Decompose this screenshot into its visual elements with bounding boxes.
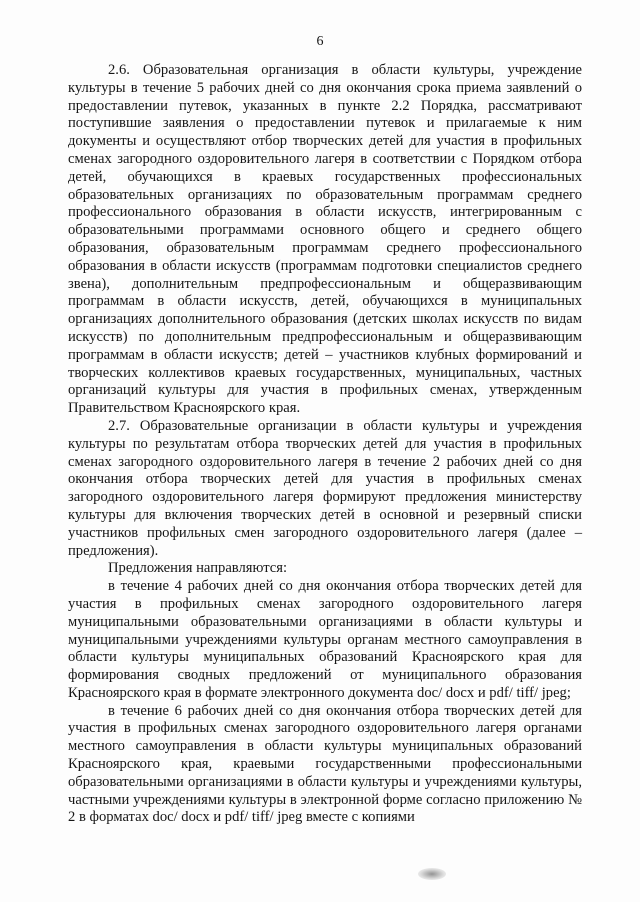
paragraph-2-7: 2.7. Образовательные организации в области культуры и учреждения культуры по результатам отбора творческих детей для участия в профильных сменах загородного оздоровительного лагеря в течение 2 рабочих дней со дня окончания отбора творческих детей для участия в профильных сменах загородного оздоровительного лагеря формируют предложения министерству культуры для включения творческих детей в основной и резервный списки участников профильных смен загородного оздоровительного лагеря (далее – предложения). bbox=[68, 417, 582, 559]
document-body bbox=[68, 62, 582, 827]
scan-smudge bbox=[418, 868, 446, 880]
paragraph-4-days: в течение 4 рабочих дней со дня окончания отбора творческих детей для участия в профильных сменах загородного оздоровительного лагеря муниципальными образовательными организациями в области культуры и муниципальными учреждениями культуры органам местного самоуправления в области культуры муниципальных образований Красноярского края для формирования сводных предложений от муниципального образования Красноярского края в формате электронного документа doc/ docx и pdf/ tiff/ jpeg; bbox=[68, 578, 582, 701]
paragraph-proposals-intro: Предложения направляются: bbox=[108, 560, 287, 577]
page-number: 6 bbox=[316, 34, 324, 49]
paragraph-2-6: 2.6. Образовательная организация в области культуры, учреждение культуры в течение 5 рабочих дней со дня окончания срока приема заявлений о предоставлении путевок, указанных в пункте 2.2 Порядка, рассматривают поступившие заявления о предоставлении путевок и прилагаемые к ним документы и осуществляют отбор творческих детей для участия в профильных сменах загородного оздоровительного лагеря в соответствии с Порядком отбора детей, обучающихся в краевых государственных профессиональных образовательных организациях по образовательным программам среднего профессионального образования в области искусств, интегрированным с образовательными программами основного общего и среднего общего образования, образовательным программам среднего профессионального образования в области искусств (программам подготовки специалистов среднего звена), дополнительным предпрофессиональным и общеразвивающим программам в области искусств, детей, обучающихся в муниципальных организациях дополнительного образования (детских школах искусств по видам искусств) по дополнительным предпрофессиональным и общеразвивающим программам в области искусств; детей – участников клубных формирований и творческих коллективов краевых государственных, муниципальных, частных организаций культуры для участия в профильных сменах, утвержденным Правительством Красноярского края. bbox=[68, 62, 582, 417]
paragraph-6-days: в течение 6 рабочих дней со дня окончания отбора творческих детей для участия в профильных сменах загородного оздоровительного лагеря органами местного самоуправления в области культуры муниципальных образований Красноярского края, краевыми государственными профессиональными образовательными организациями в области культуры и учреждениями культуры, частными учреждениями культуры в электронной форме согласно приложению № 2 в форматах doc/ docx и pdf/ tiff/ jpeg вместе с копиями bbox=[68, 702, 582, 826]
